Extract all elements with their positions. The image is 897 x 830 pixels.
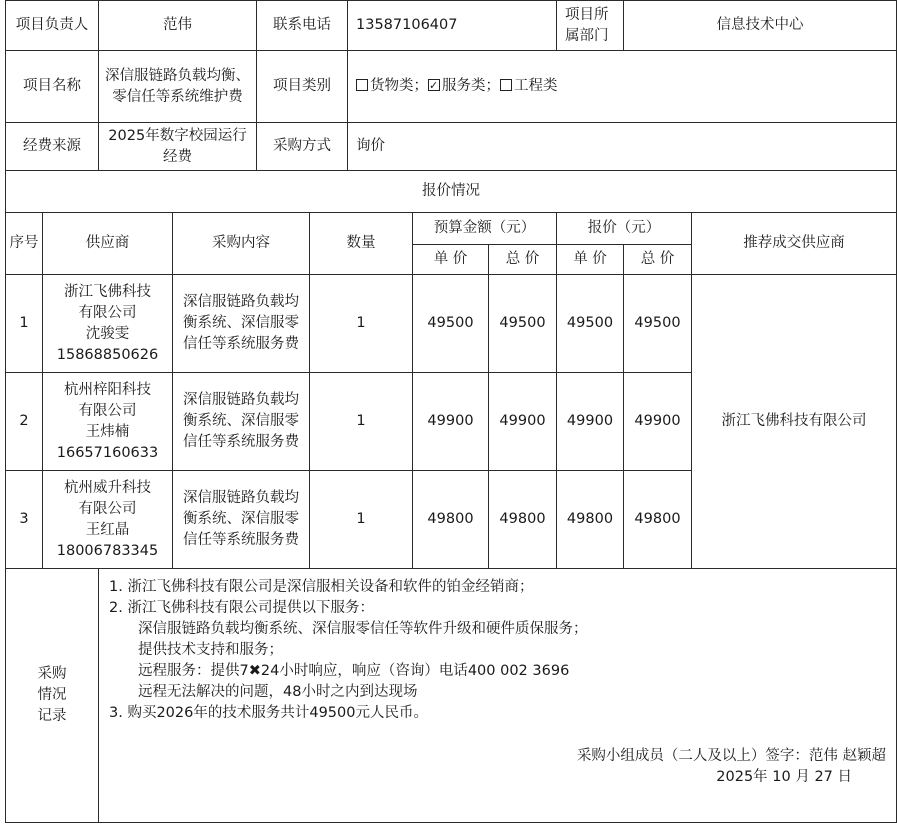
row-budget-total: 49900 (489, 373, 557, 471)
row-qty: 1 (310, 471, 413, 569)
row-content: 深信服链路负载均衡系统、深信服零信任等系统服务费 (173, 471, 310, 569)
supplier-name-2: 有限公司 (78, 304, 137, 321)
row-index: 2 (6, 373, 43, 471)
checkbox-works-box[interactable] (500, 79, 512, 91)
dept-label: 项目所属部门 (557, 1, 624, 51)
supplier-phone: 16657160633 (56, 444, 159, 461)
fund-label: 经费来源 (6, 123, 99, 171)
budget-unit-header: 单 价 (413, 245, 489, 275)
row-content: 深信服链路负载均衡系统、深信服零信任等系统服务费 (173, 275, 310, 373)
category-label: 项目类别 (257, 51, 348, 123)
checkbox-goods[interactable] (356, 78, 428, 94)
project-name-value: 深信服链路负载均衡、零信任等系统维护费 (99, 51, 257, 123)
checkbox-services-box[interactable] (428, 79, 440, 91)
record-line-4: 提供技术支持和服务； (138, 642, 283, 658)
supplier-contact: 王红晶 (85, 521, 130, 538)
checkbox-goods-label: 货物类； (370, 78, 428, 94)
leader-label: 项目负责人 (6, 1, 99, 51)
supplier-phone: 18006783345 (56, 542, 159, 559)
col-quote-header: 报价（元） (557, 213, 692, 245)
col-supplier-header: 供应商 (43, 213, 173, 275)
category-options (348, 51, 897, 123)
supplier-name-2: 有限公司 (78, 402, 137, 419)
col-qty-header: 数量 (310, 213, 413, 275)
budget-total-header: 总 价 (489, 245, 557, 275)
row-budget-total: 49800 (489, 471, 557, 569)
row-budget-unit: 49800 (413, 471, 489, 569)
checkbox-goods-box[interactable] (356, 79, 368, 91)
row-index: 1 (6, 275, 43, 373)
checkbox-services[interactable] (428, 78, 500, 94)
row-budget-unit: 49500 (413, 275, 489, 373)
row-budget-total: 49500 (489, 275, 557, 373)
col-content-header: 采购内容 (173, 213, 310, 275)
record-line-5: 远程服务：提供7✖24小时响应，响应（咨询）电话400 002 3696 (138, 663, 570, 679)
row-supplier (43, 471, 173, 569)
procurement-table (5, 0, 897, 823)
row-quote-unit: 49500 (557, 275, 624, 373)
supplier-phone: 15868850626 (56, 346, 159, 363)
phone-label: 联系电话 (257, 1, 348, 51)
col-index-header: 序号 (6, 213, 43, 275)
row-supplier (43, 275, 173, 373)
method-value: 询价 (348, 123, 897, 171)
record-line-7: 3. 购买2026年的技术服务共计49500元人民币。 (109, 705, 428, 721)
row-quote-unit: 49800 (557, 471, 624, 569)
dept-value: 信息技术中心 (624, 1, 897, 51)
records-content (99, 569, 897, 823)
row-index: 3 (6, 471, 43, 569)
supplier-name-1: 浙江飞佛科技 (64, 283, 151, 300)
record-line-6: 远程无法解决的问题，48小时之内到达现场 (138, 684, 418, 700)
quote-section-title: 报价情况 (6, 171, 897, 213)
quote-total-header: 总 价 (624, 245, 692, 275)
row-qty: 1 (310, 373, 413, 471)
date-line: 2025年 10 月 27 日 (716, 769, 853, 785)
col-recommend-header: 推荐成交供应商 (692, 213, 897, 275)
row-qty: 1 (310, 275, 413, 373)
row-quote-total: 49800 (624, 471, 692, 569)
supplier-name-1: 杭州威升科技 (64, 479, 151, 496)
row-quote-total: 49900 (624, 373, 692, 471)
row-quote-unit: 49900 (557, 373, 624, 471)
method-label: 采购方式 (257, 123, 348, 171)
record-line-3: 深信服链路负载均衡系统、深信服零信任等软件升级和硬件质保服务； (138, 621, 588, 637)
recommended-supplier: 浙江飞佛科技有限公司 (692, 275, 897, 569)
checkbox-works-label: 工程类 (514, 78, 558, 94)
checkbox-services-label: 服务类； (442, 78, 500, 94)
supplier-contact: 沈骏雯 (85, 325, 130, 342)
record-line-1: 1. 浙江飞佛科技有限公司是深信服相关设备和软件的铂金经销商； (109, 579, 534, 595)
checkbox-works[interactable] (500, 78, 558, 94)
fund-value: 2025年数字校园运行经费 (99, 123, 257, 171)
row-quote-total: 49500 (624, 275, 692, 373)
row-content: 深信服链路负载均衡系统、深信服零信任等系统服务费 (173, 373, 310, 471)
quote-unit-header: 单 价 (557, 245, 624, 275)
signature-line: 采购小组成员（二人及以上）签字：范伟 赵颖超 (576, 748, 887, 764)
supplier-name-2: 有限公司 (78, 500, 137, 517)
project-name-label: 项目名称 (6, 51, 99, 123)
records-label: 采购情况记录 (6, 569, 99, 823)
record-line-2: 2. 浙江飞佛科技有限公司提供以下服务： (109, 600, 374, 616)
supplier-contact: 王炜楠 (85, 423, 130, 440)
leader-value: 范伟 (99, 1, 257, 51)
row-supplier (43, 373, 173, 471)
phone-value: 13587106407 (348, 1, 557, 51)
supplier-name-1: 杭州梓阳科技 (64, 381, 151, 398)
col-budget-header: 预算金额（元） (413, 213, 557, 245)
table-row (6, 275, 897, 373)
row-budget-unit: 49900 (413, 373, 489, 471)
